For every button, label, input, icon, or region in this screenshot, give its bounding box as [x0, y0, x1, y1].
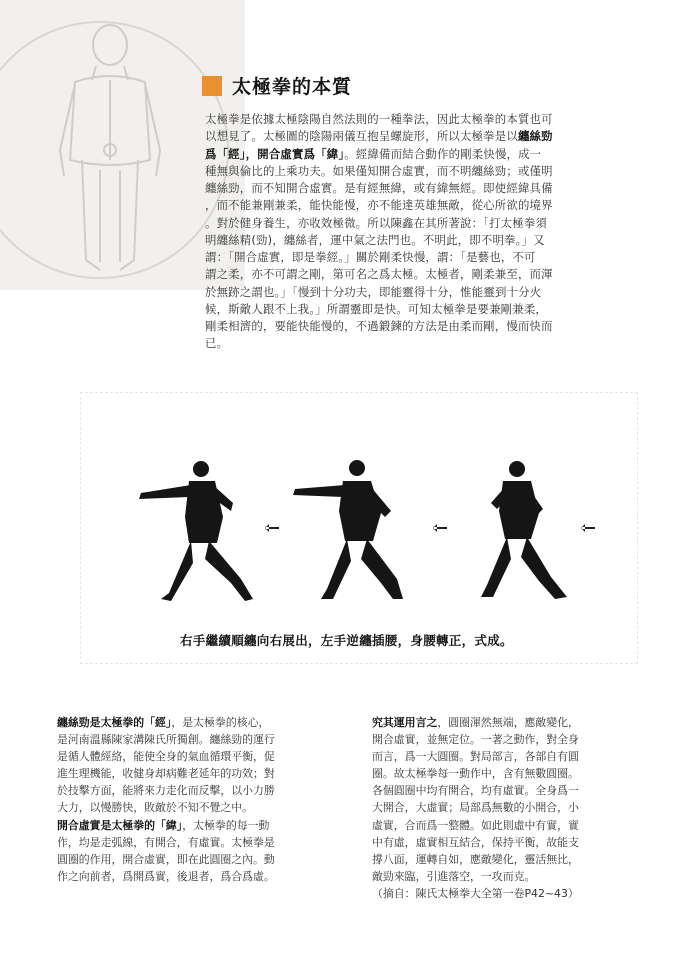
text-line	[57, 731, 357, 748]
section-title	[202, 72, 352, 99]
photo-caption: 右手繼續順纏向右展出，左手逆纏插腰，身腰轉正，式成。	[180, 633, 513, 648]
text-line	[372, 782, 672, 799]
plain-text: 是河南溫縣陳家溝陳氏所獨創。纏絲勁的運行	[57, 733, 275, 747]
text-line	[372, 817, 672, 834]
text-line	[205, 249, 682, 266]
plain-text: 已。	[205, 336, 229, 351]
plain-text: 以想見了。太極圖的陰陽兩儀互抱呈螺旋形，所以太極拳是以	[205, 129, 518, 144]
plain-text: 。對於健身養生，亦收效極微。所以陳鑫在其所著說：「打太極拳須	[205, 215, 548, 230]
bold-text: 究其運用言之	[372, 716, 438, 729]
plain-text: 謂之柔，亦不可謂之剛，第可名之爲太極。太極者，剛柔兼至，而渾	[205, 267, 553, 282]
plain-text: 虛實，合而爲一整體。如此則虛中有實，實	[372, 818, 579, 832]
right-column-text	[372, 714, 672, 902]
plain-text: 而言，爲一大圓圈。對局部言，各部自有圓	[372, 750, 579, 764]
text-line	[205, 215, 682, 232]
text-line	[205, 163, 682, 180]
plain-text: ，而不能兼剛兼柔，能快能慢，亦不能達英雄無敵，從心所欲的境界	[205, 198, 553, 213]
text-line	[205, 318, 682, 335]
person-pose-3	[481, 461, 567, 599]
bold-text: 纏絲勁是太極拳的「經」	[57, 716, 172, 729]
text-line	[205, 266, 682, 283]
bold-text: 纏絲勁	[517, 129, 553, 144]
text-line	[205, 128, 682, 145]
plain-text: 是循人體經絡，能使全身的氣血循環平衡，促	[57, 750, 275, 764]
bold-text: 開合虛實是太極拳的「緯」	[57, 818, 183, 832]
text-line	[205, 146, 682, 163]
plain-text: 中有虛，虛實相互結合，保持平衡，故能支	[372, 835, 579, 849]
plain-text: 纏絲勁，而不知開合虛實。是有經無緯，或有緯無經。即使經緯具備	[205, 181, 553, 195]
plain-text: 剛柔相濟的，要能快能慢的，不過鍛鍊的方法是由柔而剛，慢而快而	[205, 319, 553, 333]
plain-text: 明纏絲精(勁)，纏絲者，運中氣之法門也。不明此，即不明拳。」又	[205, 232, 545, 247]
text-line	[205, 197, 682, 214]
plain-text: 作之向前者，爲開爲實，後退者，爲合爲虛。	[57, 869, 275, 883]
text-line	[372, 714, 672, 731]
plain-text: 太極拳是依據太極陰陽自然法則的一種拳法，因此太極拳的本質也可	[205, 112, 553, 126]
text-line	[57, 868, 357, 885]
text-line	[205, 232, 682, 249]
text-line	[372, 765, 672, 782]
plain-text: 謂：「開合虛實，即是拳經。」關於剛柔快慢，謂：「是藝也，不可	[205, 250, 536, 264]
text-line	[57, 748, 357, 765]
plain-text: 作，均是走弧線，有開合，有虛實。太極拳是	[57, 835, 275, 849]
person-pose-2	[293, 460, 403, 599]
text-line	[205, 180, 682, 197]
person-pose-1	[139, 461, 253, 601]
intro-paragraph	[205, 111, 682, 353]
text-line	[372, 885, 672, 902]
text-line	[205, 301, 682, 318]
title-square-icon	[202, 76, 222, 96]
plain-text: 圈。故太極拳每一動作中，含有無數圓圈。	[372, 767, 579, 781]
text-line	[205, 284, 682, 301]
plain-text: 各個圓圈中均有開合，均有虛實。全身爲一	[372, 784, 579, 798]
plain-text: 。經緯備而結合動作的剛柔快慢，成一	[344, 146, 542, 161]
page-title: 太極拳的本質	[232, 76, 353, 98]
text-line	[57, 782, 357, 799]
text-line	[372, 799, 672, 816]
text-line	[205, 335, 682, 352]
text-line	[57, 834, 357, 851]
plain-text: （摘自：陳氏太極拳大全第一卷P42~43）	[372, 886, 579, 900]
plain-text: 圓圈的作用，開合虛實，即在此圓圈之內。動	[57, 852, 275, 866]
plain-text: 大開合，大虛實；局部爲無數的小開合，小	[372, 801, 579, 815]
plain-text: 於無跡之謂也。」「慢到十分功夫，即能靈得十分，惟能靈到十分火	[205, 284, 542, 299]
text-line	[372, 851, 672, 868]
plain-text: 大力，以慢勝快，敗敵於不知不覺之中。	[57, 801, 254, 815]
plain-text: 開合虛實，並無定位。一著之動作，對全身	[372, 733, 579, 747]
plain-text: ，是太極拳的核心，	[171, 716, 270, 729]
arrow-left-icon-1	[265, 524, 279, 532]
text-line	[372, 748, 672, 765]
text-line	[57, 817, 357, 834]
text-line	[372, 834, 672, 851]
text-line	[205, 111, 682, 128]
plain-text: 進生理機能，收健身却病難老延年的功效；對	[57, 767, 275, 781]
tai-chi-poses-illustration	[81, 393, 637, 663]
text-line	[372, 731, 672, 748]
text-line	[57, 799, 357, 816]
arrow-left-icon-3	[581, 524, 595, 532]
bold-text: 爲「經」，開合虛實爲「緯」	[205, 146, 345, 161]
text-line	[372, 868, 672, 885]
plain-text: 於技擊方面，能將來力走化而反擊，以小力勝	[57, 784, 275, 798]
plain-text: 撐八面，運轉自如，應敵變化，靈活無比，	[372, 852, 579, 866]
plain-text: 敵勁來臨，引進落空，一攻而克。	[372, 869, 536, 883]
text-line	[57, 765, 357, 782]
arrow-left-icon-2	[433, 524, 447, 532]
text-line	[57, 714, 357, 731]
plain-text: ，圓圈渾然無端，應敵變化，	[437, 716, 579, 729]
plain-text: ，太極拳的每一動	[182, 818, 270, 832]
text-line	[57, 851, 357, 868]
plain-text: 候，斯敵人跟不上我。」所謂靈即是快。可知太極拳是要兼剛兼柔，	[205, 301, 548, 316]
plain-text: 種無與倫比的上乘功夫。如果僅知開合虛實，而不明纏絲勁；或僅明	[205, 163, 553, 178]
demonstration-photo	[80, 392, 638, 664]
left-column-text	[57, 714, 357, 885]
